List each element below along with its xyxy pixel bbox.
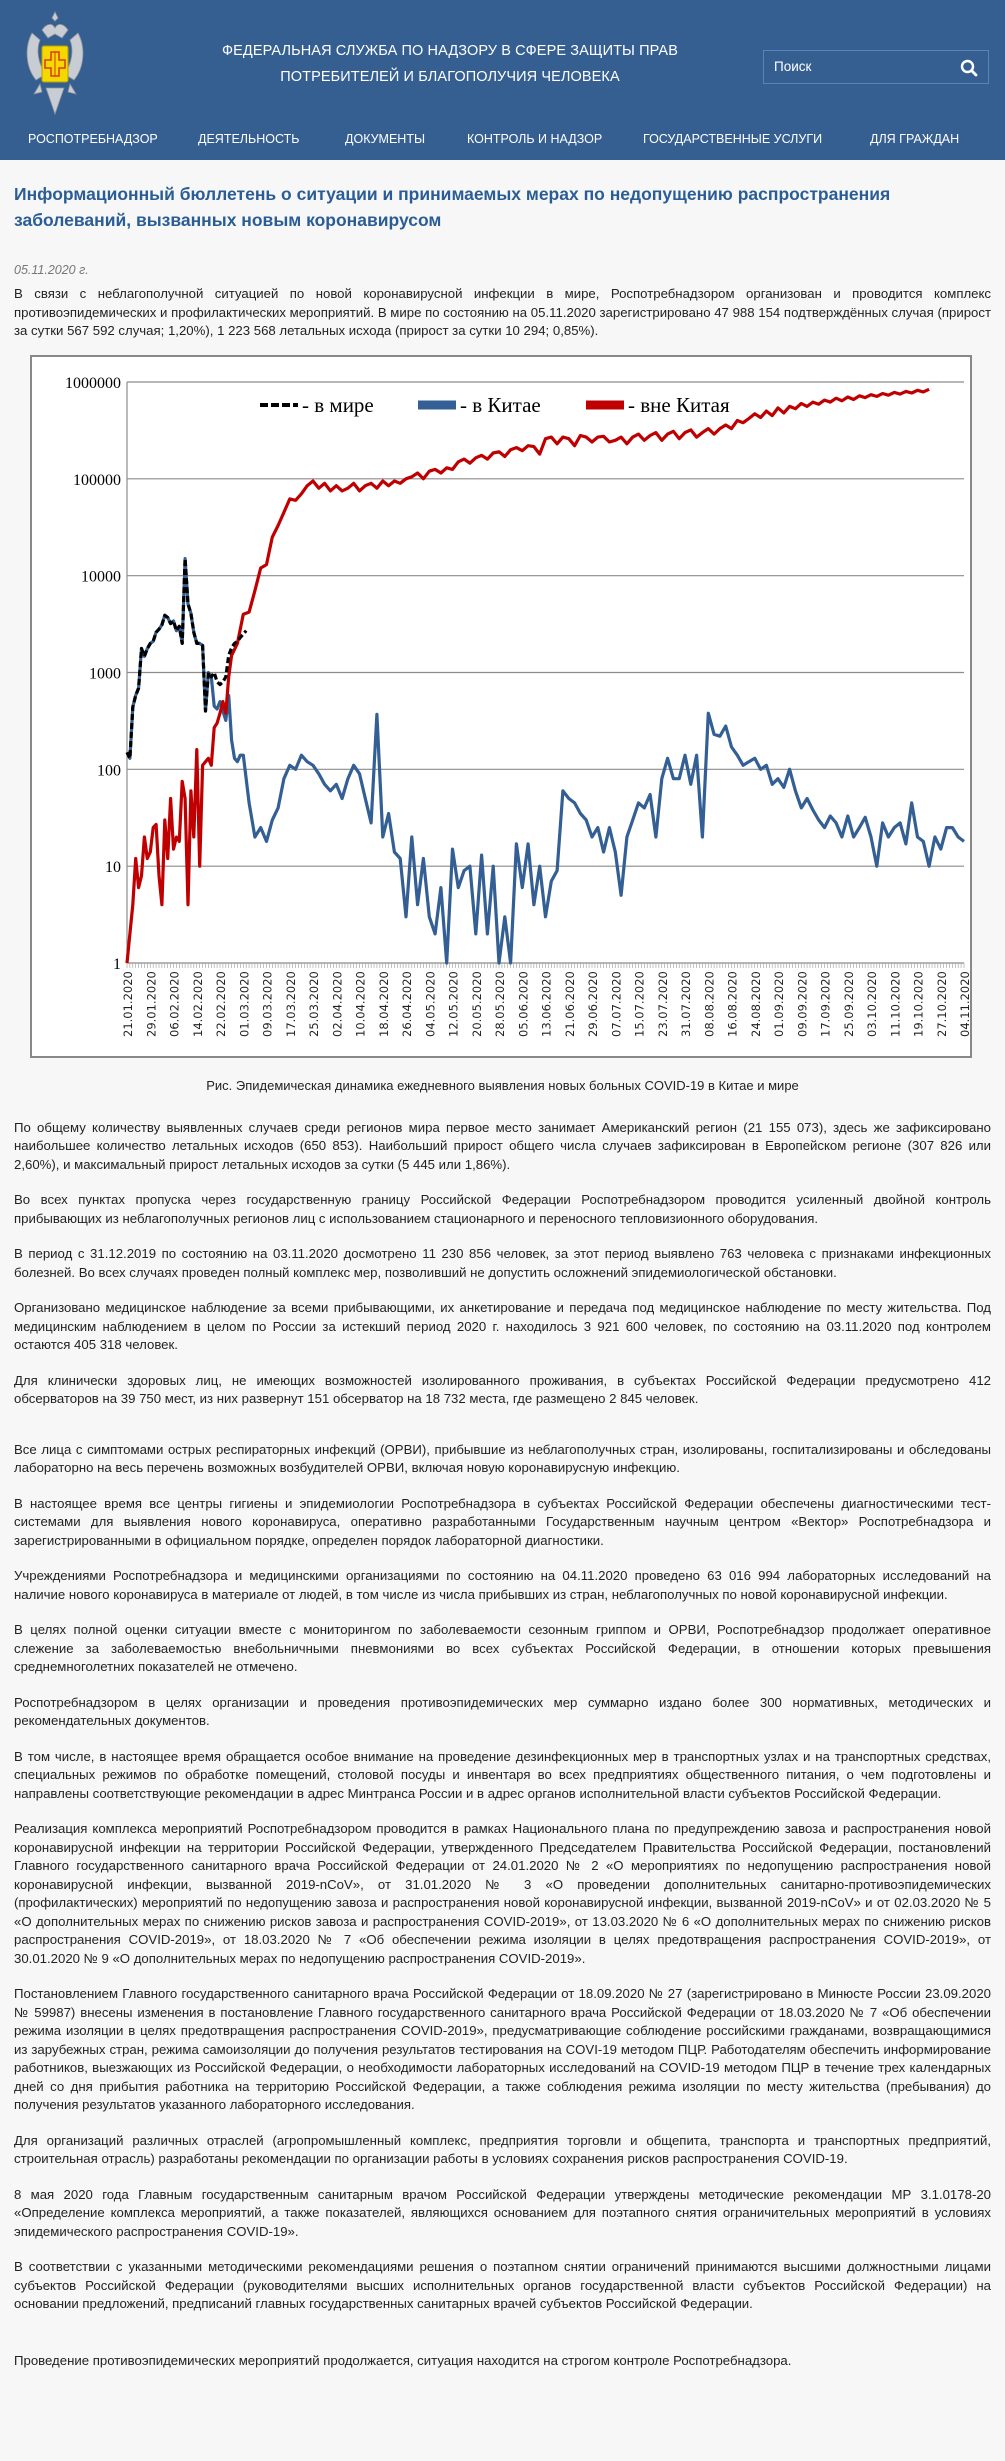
nav-item-control[interactable]: КОНТРОЛЬ И НАДЗОР	[467, 132, 603, 146]
x-tick-label: 21.06.2020	[562, 970, 577, 1037]
x-tick-label: 27.10.2020	[934, 970, 949, 1037]
x-tick-label: 24.08.2020	[748, 970, 763, 1037]
x-tick-label: 26.04.2020	[400, 970, 414, 1037]
x-tick-label: 04.11.2020	[958, 970, 972, 1037]
body-paragraph: Роспотребнадзором в целях организации и проведения противоэпидемических мер суммарно издано более 300 нормативных, методических и рекомендательных документов.	[14, 1694, 991, 1728]
body-paragraph: В период с 31.12.2019 по состоянию на 03.11.2020 досмотрено 11 230 856 человек, за этот период выявлено 763 человека с признаками инфекционных болезней. Во всех случаях проведен полный комплекс мер, позволивший не допустить осложнений эпидемиологической обстановки.	[14, 1246, 991, 1280]
x-tick-label: 20.05.2020	[469, 970, 484, 1037]
legend-label: - в мире	[302, 392, 374, 417]
x-tick-label: 01.09.2020	[772, 970, 786, 1037]
epidemic-chart	[30, 355, 972, 1058]
body-paragraph: В соответствии с указанными методическими рекомендациями решения о поэтапном снятии ограничений принимаются высшими должностными лицами субъектов Российской Федерации (руководителями высших исполнительных органов государственной власти субъектов Российской Федерации) на основании предложений, предписаний главных государственных санитарных врачей субъектов Российской Федерации.	[14, 2259, 991, 2311]
x-tick-label: 15.07.2020	[632, 970, 647, 1037]
body-paragraph: Для клинически здоровых лиц, не имеющих возможностей изолированного проживания, в субъектах Российской Федерации предусмотрено 412 обсерваторов на 39 750 мест, из них развернут 151 обсерватор на 18 732 места, где размещено 2 845 человек.	[14, 1372, 991, 1406]
body-paragraph: В настоящее время все центры гигиены и эпидемиологии Роспотребнадзора в субъектах Российской Федерации обеспечены диагностическими тест-системами для выявления нового коронавируса, оперативно разработанными Государственным научным центром «Вектор» Роспотребнадзора и зарегистрированными в официальном порядке, определен порядок лабораторной диагностики.	[14, 1495, 991, 1548]
search-box	[763, 50, 989, 84]
body-paragraph: Учреждениями Роспотребнадзора и медицинскими организациями по состоянию на 04.11.2020 проведено 63 016 994 лабораторных исследований на наличие нового коронавируса в материале от людей, в том числе из числа прибывших из стран, неблагополучных по новой коронавирусной инфекции.	[14, 1568, 991, 1602]
x-tick-label: 16.08.2020	[725, 970, 740, 1037]
search-icon[interactable]	[960, 59, 978, 77]
x-tick-label: 09.03.2020	[260, 970, 275, 1037]
publish-date: 05.11.2020 г.	[14, 263, 89, 277]
x-tick-label: 09.09.2020	[795, 970, 810, 1037]
y-tick-label: 10	[105, 858, 121, 876]
x-tick-label: 02.04.2020	[330, 970, 345, 1037]
body-paragraph: Проведение противоэпидемических мероприятий продолжается, ситуация находится на строгом контроле Роспотребнадзора.	[14, 2352, 792, 2368]
x-tick-label: 01.03.2020	[237, 970, 252, 1037]
page-title: Информационный бюллетень о ситуации и принимаемых мерах по недопущению распространения заболеваний, вызванных новым коронавирусом	[14, 184, 891, 230]
org-title-line1: ФЕДЕРАЛЬНАЯ СЛУЖБА ПО НАДЗОРУ В СФЕРЕ ЗАЩИТЫ ПРАВ	[222, 43, 678, 59]
chart-svg	[32, 357, 970, 1056]
intro-paragraph: В связи с неблагополучной ситуацией по новой коронавирусной инфекции в мире, Роспотребнадзором организован и проводится комплекс противоэпидемических и профилактических мероприятий. В мире по состоянию на 05.11.2020 зарегистрировано 47 988 154 подтверждённых случая (прирост за сутки 567 592 случая; 1,20%), 1 223 568 летальных исхода (прирост за сутки 10 294; 0,85%).	[14, 286, 991, 338]
body-paragraph: Организовано медицинское наблюдение за всеми прибывающими, их анкетирование и передача под медицинское наблюдение по месту жительства. Под медицинским наблюдением в целом по России за истекший период 2020 г. находилось 3 921 600 человек, по состоянию на 03.11.2020 под контролем остаются 405 318 человек.	[14, 1300, 991, 1352]
body-paragraph: Реализация комплекса мероприятий Роспотребнадзором проводится в рамках Национального плана по предупреждению завоза и распространения новой коронавирусной инфекции на территории Российской Федерации, утвержденного Председателем Правительства Российской Федерации, постановлений Главного государственного санитарного врача Российской Федерации от 24.01.2020 № 2 «О мероприятиях по недопущению распространения новой коронавирусной инфекции, вызванной 2019-nCoV», от 31.01.2020 № 3 «О проведении дополнительных санитарно-противоэпидемических (профилактических) мероприятий по недопущению завоза и распространения новой коронавирусной инфекции, вызванной 2019-nCoV» и от 02.03.2020 № 5 «О дополнительных мерах по снижению рисков завоза и распространения COVID-2019», от 13.03.2020 № 6 «О дополнительных мерах по снижению рисков распространения COVID-2019», от 18.03.2020 № 7 «Об обеспечении режима изоляции в целях предотвращения распространения COVID-2019», от 30.01.2020 № 9 «О дополнительных мерах по недопущению распространения COVID-2019».	[14, 1821, 991, 1966]
x-tick-label: 13.06.2020	[539, 970, 554, 1037]
x-tick-label: 08.08.2020	[702, 970, 717, 1037]
x-tick-label: 29.01.2020	[144, 970, 159, 1037]
x-tick-label: 21.01.2020	[121, 970, 135, 1037]
article-body	[14, 1119, 991, 2371]
series-line-1	[127, 558, 964, 962]
y-tick-label: 100	[97, 761, 121, 779]
body-paragraph: В целях полной оценки ситуации вместе с мониторингом по заболеваемости сезонным гриппом и ОРВИ, Роспотребнадзор продолжает оперативное слежение за заболеваемостью внебольничными пневмониями во всех субъектах Российской Федерации, в отношении которых превышения среднемноголетних показателей не отмечено.	[14, 1622, 991, 1674]
y-tick-label: 1	[113, 955, 121, 973]
x-tick-label: 07.07.2020	[609, 970, 624, 1037]
article	[0, 181, 1005, 2370]
nav-item-activity[interactable]: ДЕЯТЕЛЬНОСТЬ	[198, 132, 300, 146]
x-tick-label: 12.05.2020	[446, 970, 461, 1037]
body-paragraph: 8 мая 2020 года Главным государственным санитарным врачом Российской Федерации утверждены методические рекомендации МР 3.1.0178-20 «Определение комплекса мероприятий, а также показателей, являющихся основанием для поэтапного снятия ограничительных мероприятий в условиях эпидемического распространения COVID-19».	[14, 2186, 991, 2239]
legend-label: - в Китае	[460, 392, 541, 417]
coat-of-arms-logo[interactable]	[22, 8, 88, 118]
x-tick-label: 17.09.2020	[818, 970, 833, 1037]
site-header	[0, 0, 1005, 160]
x-tick-label: 04.05.2020	[423, 970, 438, 1037]
y-tick-label: 10000	[81, 568, 121, 586]
x-tick-label: 29.06.2020	[586, 970, 600, 1037]
body-paragraph: Постановлением Главного государственного санитарного врача Российской Федерации от 18.09.2020 № 27 (зарегистрировано в Минюсте России 23.09.2020 № 59987) внесены изменения в постановление Главного государственного санитарного врача Российской Федерации от 18.03.2020 № 7 «Об обеспечении режима изоляции в целях предотвращения распространения COVID-2019», предусматривающие соблюдение российскими гражданами, возвращающимися из зарубежных стран, режима самоизоляции до получения результатов тестирования на COVI-19 методом ПЦР. Работодателям обеспечить информирование работников, выезжающих из Российской Федерации, о необходимости лабораторных исследований на COVID-19 методом ПЦР в течение трех календарных дней со дня прибытия работника на территорию Российской Федерации, а также соблюдения режима изоляции по месту жительства (пребывания) до получения результатов указанного лабораторного исследования.	[14, 1986, 991, 2112]
body-paragraph: Все лица с симптомами острых респираторных инфекций (ОРВИ), прибывшие из неблагополучных стран, изолированы, госпитализированы и обследованы лабораторно на весь перечень возможных возбудителей ОРВИ, включая новую коронавирусную инфекцию.	[14, 1441, 991, 1475]
body-paragraph: В том числе, в настоящее время обращается особое внимание на проведение дезинфекционных мер в транспортных узлах и на транспортных средствах, специальных режимов по обработке помещений, столовой посуды и инвентаря во всех предприятиях общественного питания, о чем подготовлены и направлены соответствующие рекомендации в адрес Минтранса России и в адрес органов исполнительной власти субъектов Российской Федерации.	[14, 1748, 991, 1801]
nav-item-documents[interactable]: ДОКУМЕНТЫ	[345, 132, 426, 146]
x-tick-label: 28.05.2020	[493, 970, 507, 1037]
body-paragraph: Для организаций различных отраслей (агропромышленный комплекс, предприятия торговли и общепита, транспорта и транспортных предприятий, строительная отрасль) разработаны рекомендации по организации работы в условиях сохранения рисков распространения COVID-19.	[14, 2132, 991, 2166]
y-tick-label: 100000	[73, 471, 121, 489]
x-tick-label: 11.10.2020	[888, 970, 903, 1037]
series-line-0	[127, 558, 246, 758]
x-tick-label: 10.04.2020	[353, 970, 368, 1037]
search-input[interactable]	[774, 59, 944, 74]
x-tick-label: 22.02.2020	[214, 970, 228, 1037]
x-tick-label: 05.06.2020	[516, 970, 531, 1037]
body-paragraph: Во всех пунктах пропуска через государственную границу Российской Федерации Роспотребнадзором проводится усиленный двойной контроль прибывающих из неблагополучных регионов лиц с использованием стационарного и переносного тепловизионного оборудования.	[14, 1192, 991, 1226]
x-tick-label: 06.02.2020	[167, 970, 182, 1037]
org-title-line2: ПОТРЕБИТЕЛЕЙ И БЛАГОПОЛУЧИЯ ЧЕЛОВЕКА	[280, 69, 620, 85]
legend-label: - вне Китая	[628, 392, 730, 417]
nav-item-citizens[interactable]: ДЛЯ ГРАЖДАН	[870, 132, 960, 146]
x-tick-label: 31.07.2020	[679, 970, 693, 1037]
x-tick-label: 14.02.2020	[190, 970, 205, 1037]
series-line-2	[127, 389, 929, 963]
org-title	[190, 38, 710, 90]
main-nav	[0, 130, 1005, 152]
x-tick-label: 25.03.2020	[307, 970, 321, 1037]
y-tick-label: 1000	[89, 665, 121, 682]
body-paragraph: По общему количеству выявленных случаев среди регионов мира первое место занимает Американский регион (21 155 073), здесь же зафиксировано наибольшее количество летальных исходов (650 853). Наибольший прирост общего числа случаев зафиксирован в Европейском регионе (307 826 или 2,60%), и максимальный прирост летальных исходов за сутки (5 445 или 1,86%).	[14, 1119, 991, 1172]
x-tick-label: 17.03.2020	[283, 970, 298, 1037]
figure-caption: Рис. Эпидемическая динамика ежедневного выявления новых больных COVID-19 в Китае и мире	[206, 1077, 799, 1093]
y-tick-label: 1000000	[65, 374, 121, 392]
x-tick-label: 23.07.2020	[655, 970, 670, 1037]
nav-item-rospotrebnadzor[interactable]: РОСПОТРЕБНАДЗОР	[28, 132, 158, 146]
x-tick-label: 25.09.2020	[841, 970, 856, 1037]
x-tick-label: 19.10.2020	[911, 970, 926, 1037]
x-tick-label: 18.04.2020	[376, 970, 391, 1037]
x-tick-label: 03.10.2020	[865, 970, 879, 1037]
nav-item-public-services[interactable]: ГОСУДАРСТВЕННЫЕ УСЛУГИ	[643, 132, 823, 146]
